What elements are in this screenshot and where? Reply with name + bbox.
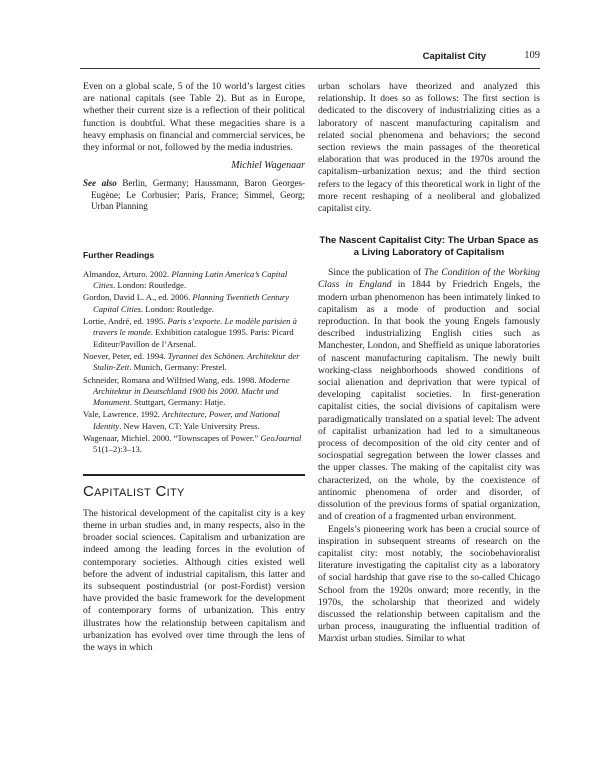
- right-column: [318, 81, 540, 646]
- reading-item: Lortie, André, ed. 1995. Paris s’exporte. Le modèle parisien à travers le monde. Exhibition catalogue 1995. Paris: Picard Editeur/Pavillon de l’Arsenal.: [83, 316, 297, 349]
- author-signature: Michiel Wagenaar: [231, 160, 305, 172]
- running-title: Capitalist City: [422, 51, 486, 62]
- running-header: [80, 50, 540, 69]
- reading-item: Schneider, Romana and Wilfried Wang, eds. 1998. Moderne Architektur in Deutschland 1900 bis 2000. Macht und Monument. Stuttgart, Germany: Hatje.: [83, 374, 290, 408]
- body-paragraph-2: Engels’s pioneering work has been a crucial source of inspiration in subsequent streams of research on the capitalist city: most notably, the sociobehavioralist literature investigating the capitalist city as a laboratory of social hardship that gave rise to the so-called Chicago School from the 1920s onward; more recently, in the 1970s, the scholarship that theorized and widely discussed the relationship between capitalism and the urban process, inaugurating the influential tradition of Marxist urban studies. Similar to what: [318, 523, 540, 645]
- reading-item: Wagenaar, Michiel. 2000. “Townscapes of Power.” GeoJournal 51(1–2):3–13.: [83, 433, 302, 455]
- see-also-text: Berlin, Germany; Haussmann, Baron Georges-Eugène; Le Corbusier; Paris, France; Simmel, Georg; Urban Planning: [91, 178, 305, 212]
- left-column: [83, 81, 305, 654]
- intro-paragraph: Even on a global scale, 5 of the 10 world’s largest cities are national capitals (see Table 2). But as in Europe, whether their current size is a reflection of their political function is doubtful. What these megacities share is a heavy emphasis on financial and commercial services, be they informal or not, followed by the media industries.: [83, 81, 305, 154]
- subsection-heading: The Nascent Capitalist City: The Urban Space as a Living Laboratory of Capitalism: [319, 235, 539, 259]
- further-readings-list: [83, 269, 305, 456]
- reading-item: Noever, Peter, ed. 1994. Tyrannei des Schönen. Architektur der Stalin-Zeit. Munich, Germany: Prestel.: [83, 350, 300, 373]
- continuation-paragraph: urban scholars have theorized and analyzed this relationship. It does so as follows: The first section is dedicated to the discovery of industrializing cities as a laboratory of nascent manufacturing capitalism and related social phenomena and behaviors; the second section reviews the main passages of the theoretical elaboration that was produced in the 1970s around the capitalism–urbanization nexus; and the third section refers to the legacy of this theoretical work in light of the more recent reshaping of a neoliberal and globalized capitalist city.: [318, 81, 540, 215]
- section-divider: [83, 474, 305, 476]
- page-number: 109: [524, 50, 540, 61]
- see-also-label: See also: [83, 178, 117, 189]
- reading-item: Vale, Lawrence. 1992. Architecture, Power, and National Identity. New Haven, CT: Yale University Press.: [83, 409, 280, 431]
- reading-item: Gordon, David L. A., ed. 2006. Planning Twentieth Century Capital Cities. London: Routledge.: [83, 292, 290, 314]
- entry-intro-paragraph: The historical development of the capitalist city is a key theme in urban studies and, in many respects, also in the broader social sciences. Capitalism and urbanization are indeed among the leading forces in the evolution of contemporary societies. Although cities existed well before the advent of industrial capitalism, this latter and its subsequent postindustrial (or post-Fordist) version have provided the basic framework for the development of contemporary forms of urbanization. This entry illustrates how the relationship between capitalism and urbanization has evolved over time through the lens of the ways in which: [83, 507, 305, 654]
- further-readings-heading: Further Readings: [83, 249, 155, 260]
- body-paragraph-1: Since the publication of The Condition of the Working Class in England in 1844 by Friedrich Engels, the modern urban phenomenon has been intimately linked to capitalism as a mode of production and social reproduction. In that book the young Engels famously described industrializing English cities such as Manchester, London, and Sheffield as unique laboratories of nascent manufacturing capitalism. The newly built working-class neighborhoods showed conditions of social alienation and deprivation that were typical of developing capitalist societies. In first-generation capitalist cities, the social divisions of capitalism were paradigmatically translated on a spatial level: The advent of capitalist urbanization had led to a simultaneous process of decomposition of the old city center and of sociospatial segregation between the lower classes and the upper classes. The making of the capitalist city was characterized, on the whole, by the coexistence of antinomic phenomena of order and disorder, of dissolution of the previous forms of spatial organization, and of creation of a fragmented urban environment.: [318, 267, 540, 523]
- entry-title: Capitalist City: [83, 482, 185, 500]
- reading-item: Almandoz, Arturo. 2002. Planning Latin America’s Capital Cities. London: Routledge.: [83, 268, 288, 291]
- see-also: [83, 178, 305, 212]
